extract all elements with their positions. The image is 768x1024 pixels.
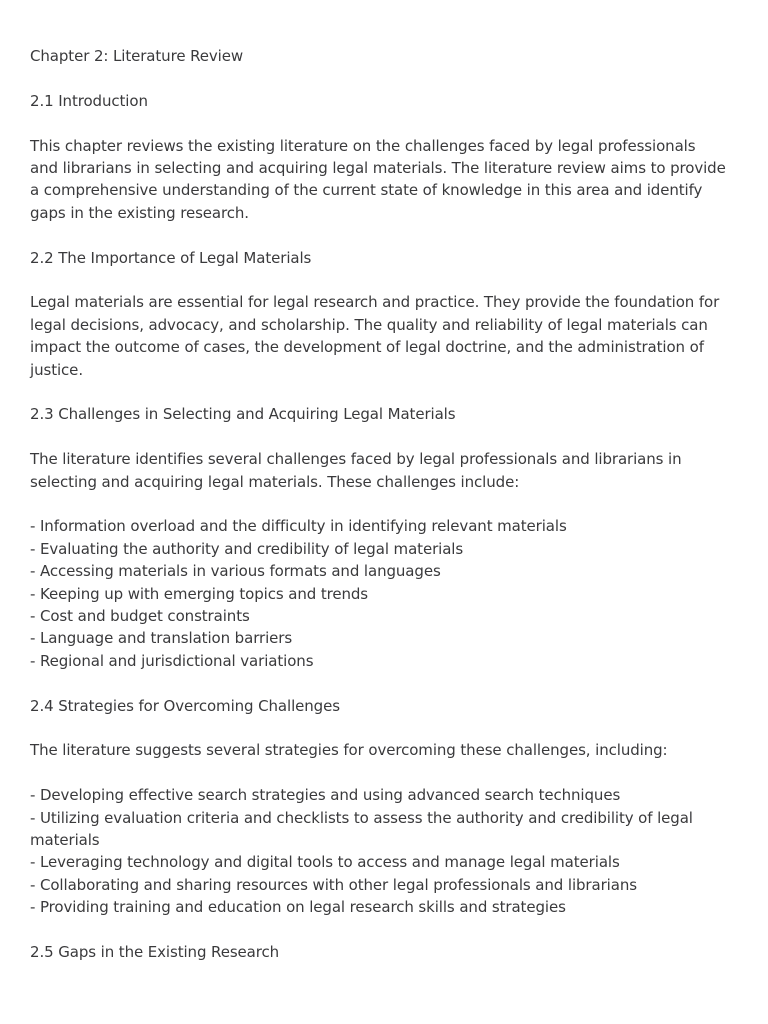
paragraph-line: This chapter reviews the existing literature on the challenges faced by legal professionals [30, 136, 696, 155]
importance-paragraph [30, 291, 738, 381]
section-heading-introduction [30, 90, 738, 112]
list-item-text: - Leveraging technology and digital tools to access and manage legal materials [30, 853, 620, 872]
challenges-paragraph [30, 448, 738, 493]
list-item [30, 807, 738, 852]
paragraph-line: and librarians in selecting and acquiring legal materials. The literature review aims to provide [30, 159, 726, 177]
section-heading-challenges [30, 403, 738, 425]
strategies-list [30, 784, 738, 918]
list-item-text: - Accessing materials in various formats and languages [30, 562, 441, 581]
paragraph-line: justice. [30, 360, 83, 379]
section-heading-text: 2.1 Introduction [30, 91, 148, 110]
section-heading-gaps [30, 941, 738, 963]
list-item [30, 650, 738, 672]
list-item-text: - Collaborating and sharing resources with other legal professionals and librarians [30, 875, 637, 894]
section-heading-text: 2.3 Challenges in Selecting and Acquiring Legal Materials [30, 405, 456, 424]
paragraph-line: The literature suggests several strategies for overcoming these challenges, including: [30, 741, 668, 760]
list-item [30, 583, 738, 605]
paragraph-line: legal decisions, advocacy, and scholarship. The quality and reliability of legal materials can [30, 315, 708, 334]
list-item [30, 896, 738, 918]
list-item-text: - Developing effective search strategies and using advanced search techniques [30, 786, 621, 805]
list-item-text: - Evaluating the authority and credibility of legal materials [30, 539, 464, 558]
list-item-text: - Providing training and education on legal research skills and strategies [30, 898, 566, 917]
list-item [30, 605, 738, 627]
list-item-text: - Keeping up with emerging topics and trends [30, 584, 369, 603]
list-item [30, 874, 738, 896]
paragraph-line: The literature identifies several challenges faced by legal professionals and librarians in [30, 450, 682, 469]
chapter-title [30, 45, 738, 67]
paragraph-line: impact the outcome of cases, the development of legal doctrine, and the administration of [30, 338, 704, 357]
challenges-list [30, 515, 738, 672]
section-heading-importance [30, 247, 738, 269]
paragraph-line: selecting and acquiring legal materials. These challenges include: [30, 472, 520, 491]
list-item-text: - Cost and budget constraints [30, 607, 250, 626]
section-heading-text: 2.4 Strategies for Overcoming Challenges [30, 696, 340, 715]
section-heading-strategies [30, 695, 738, 717]
list-item [30, 538, 738, 560]
chapter-title-text: Chapter 2: Literature Review [30, 47, 244, 65]
section-heading-text: 2.5 Gaps in the Existing Research [30, 943, 280, 962]
section-heading-text: 2.2 The Importance of Legal Materials [30, 248, 312, 267]
list-item [30, 784, 738, 806]
list-item-text: - Regional and jurisdictional variations [30, 651, 314, 670]
paragraph-line: Legal materials are essential for legal research and practice. They provide the foundation for [30, 293, 720, 312]
list-item [30, 627, 738, 649]
intro-paragraph [30, 135, 738, 225]
list-item [30, 851, 738, 873]
list-item-text: - Information overload and the difficulty in identifying relevant materials [30, 517, 567, 536]
paragraph-line: gaps in the existing research. [30, 203, 249, 222]
strategies-paragraph [30, 739, 738, 761]
list-item [30, 515, 738, 537]
paragraph-line: a comprehensive understanding of the current state of knowledge in this area and identify [30, 181, 703, 200]
list-item-text: - Utilizing evaluation criteria and checklists to assess the authority and credibility of legal [30, 808, 693, 827]
list-item-text: - Language and translation barriers [30, 629, 293, 648]
list-item [30, 560, 738, 582]
list-item-text: materials [30, 831, 100, 850]
